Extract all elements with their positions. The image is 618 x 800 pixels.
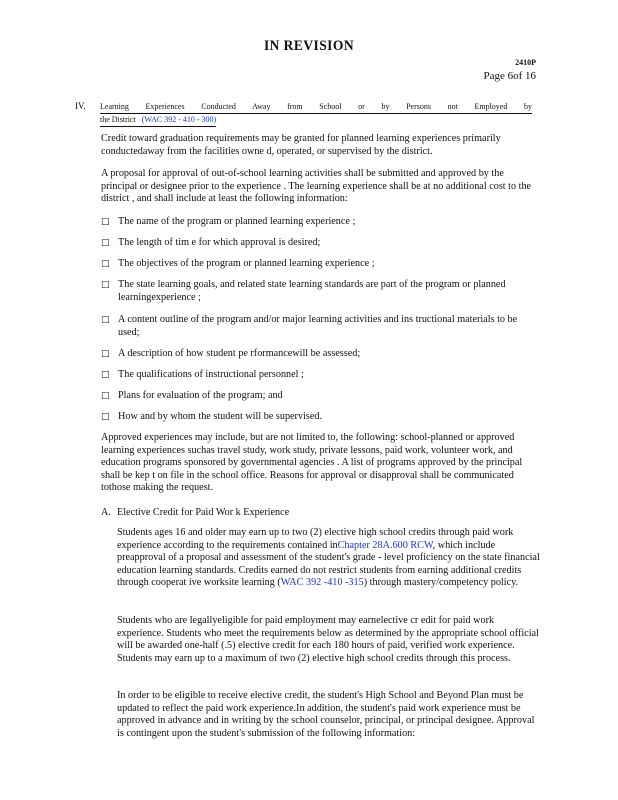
subsection-letter: A.: [101, 507, 111, 518]
revision-title: IN REVISION: [263, 38, 355, 54]
checkbox-bullet-icon: □: [101, 217, 110, 227]
checkbox-bullet-icon: □: [101, 412, 110, 422]
checkbox-bullet-icon: □: [101, 370, 110, 380]
list-item-text: How and by whom the student will be supervised.: [118, 411, 323, 422]
rcw-28a600-link[interactable]: Chapter 28A.600 RCW: [337, 539, 433, 551]
paragraph-paid-work: [117, 527, 542, 590]
paragraph-eligibility: [117, 615, 542, 665]
list-item-text: The length of tim e for which approval is desired;: [118, 237, 321, 248]
paragraph-paid-work-part3: ) through mastery/competency policy.: [363, 577, 519, 589]
checkbox-bullet-icon: □: [101, 280, 110, 290]
checkbox-bullet-icon: □: [101, 391, 110, 401]
policy-number: 2410P: [515, 58, 536, 67]
paragraph-credit-text: Credit toward graduation requirements may be granted for planned learning experiences primarily conductedaway from the facilities owne d, operated, or supervised by the district.: [101, 133, 501, 157]
list-item-text: The qualifications of instructional personnel ;: [118, 369, 304, 380]
list-item-text: A content outline of the program and/or major learning activities and ins tructional materials to be used;: [118, 314, 518, 338]
list-item-text: The name of the program or planned learning experience ;: [118, 216, 356, 227]
wac-315-link[interactable]: WAC 392 -410 -315: [280, 577, 364, 589]
section-number: IV.: [75, 101, 86, 111]
checkbox-bullet-icon: □: [101, 315, 110, 325]
checkbox-bullet-icon: □: [101, 238, 110, 248]
paragraph-requirements: [117, 690, 542, 740]
list-item-text: The objectives of the program or planned learning experience ;: [118, 258, 375, 269]
section-heading-line1: Learning Experiences Conducted Away from School or by Persons not Employed by: [100, 101, 532, 114]
paragraph-eligibility-text: Students who are legallyeligible for paid employment may earnelective cr edit for paid work experience. Students who meet the requirements below as determined by the appropriate school official will be awarded one-half (.5) elective credit for each 180 hours of paid, verified work experience. Students may earn up to a maximum of two (2) elective high school credits through this process.: [117, 615, 539, 664]
paragraph-proposal: [101, 168, 541, 206]
wac-300-link[interactable]: (WAC 392 - 410 - 300): [141, 115, 217, 124]
checkbox-bullet-icon: □: [101, 349, 110, 359]
paragraph-paid-work-part1: Students ages 16 and older may earn up to two (2) elective high school credits through paid work experience according to the requirements contained in: [117, 527, 514, 551]
paragraph-approved-text: Approved experiences may include, but are not limited to, the following: school-planned or approved learning experiences suchas travel study, work study, private lessons, paid work, volunteer work, and education programs sponsored by governmental agencies . A list of programs approved by the principal shall be kep t on file in the school office. Reasons for approval or disapproval shall be communicated tothose making the request.: [101, 432, 523, 494]
page-number: Page 6of 16: [483, 70, 536, 82]
list-item-text: Plans for evaluation of the program; and: [118, 390, 283, 401]
paragraph-approved: [101, 432, 541, 495]
subsection-heading: [101, 507, 289, 518]
section-heading-prefix: the District: [100, 115, 136, 124]
checkbox-bullet-icon: □: [101, 259, 110, 269]
paragraph-proposal-text: A proposal for approval of out-of-school learning activities shall be submitted and approved by the principal or designee prior to the experience . The learning experience shall be at no additional cost to the district , and shall include at least the following information:: [101, 168, 532, 205]
list-item-text: The state learning goals, and related state learning standards are part of the program or planned learningexperience ;: [118, 279, 506, 303]
paragraph-credit: [101, 133, 541, 158]
section-heading-line2: [100, 114, 216, 127]
subsection-title: Elective Credit for Paid Wor k Experience: [117, 507, 290, 518]
paragraph-paid-work-part2: , which include preapproval of a proposal and assessment of the student's grade - level proficiency on the state financial education learning standards. Credits earned do not restrict students from earning additional credits through cooperat ive worksite learning (: [117, 539, 540, 589]
section-heading: [100, 101, 532, 127]
list-item-text: A description of how student pe rformancewill be assessed;: [118, 348, 361, 359]
paragraph-requirements-text: In order to be eligible to receive elective credit, the student's High School and Beyond Plan must be updated to reflect the paid work experience.In addition, the student's paid work experience must be approved in advance and in writing by the school counselor, principal, or principal designee. Approval is contingent upon the student's submission of the following information:: [117, 690, 535, 739]
